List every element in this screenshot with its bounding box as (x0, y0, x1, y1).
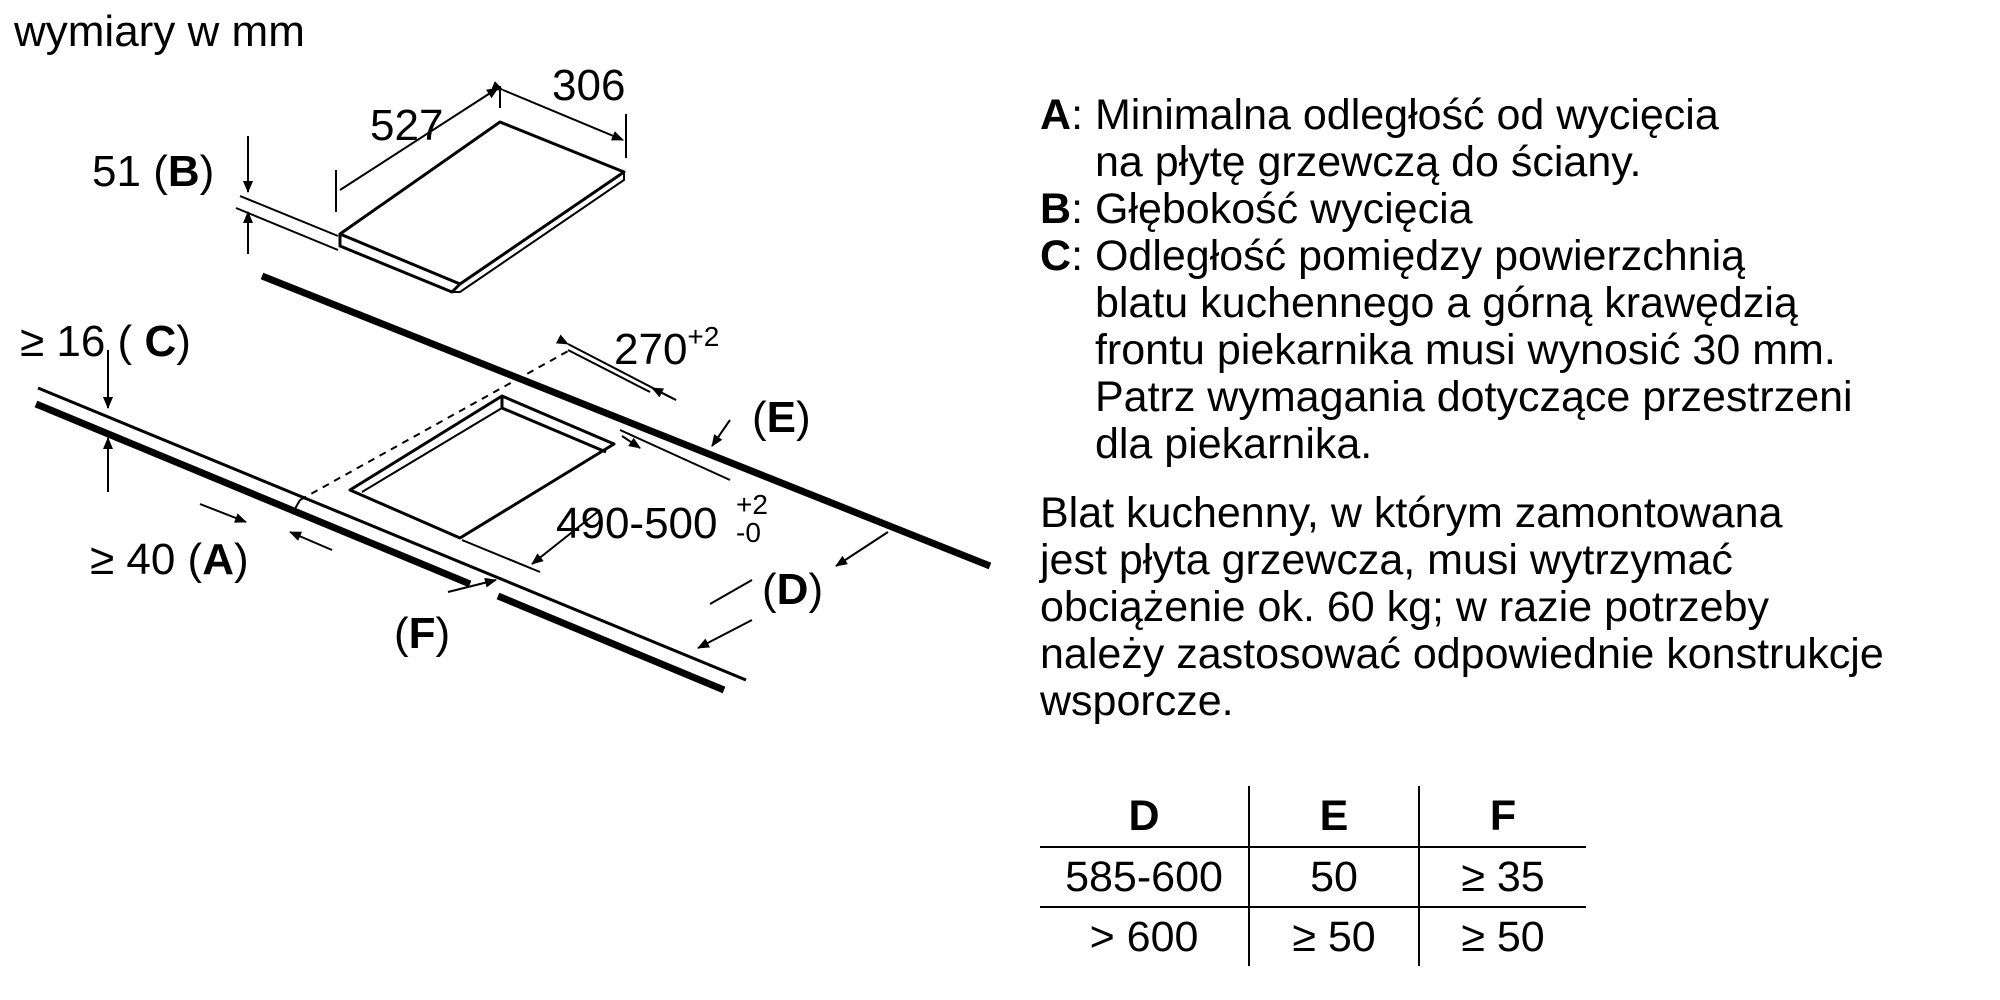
load-note: Blat kuchenny, w którym zamontowana jest płyta grzewcza, musi wytrzymać obciążenie ok. 60 kg; w razie potrzeby należy zastosować odpowiednie konstrukcje wsporcze. (1040, 489, 1884, 725)
e-label: (E) (752, 393, 811, 442)
table-header-d: D (1040, 786, 1249, 847)
table-cell: ≥ 50 (1419, 907, 1586, 966)
dimensions-table (1040, 786, 1586, 966)
table-header-e: E (1249, 786, 1419, 847)
table-row (1040, 847, 1586, 907)
table-header-row (1040, 786, 1586, 847)
table-cell: ≥ 35 (1419, 847, 1586, 907)
d-label: (D) (762, 565, 824, 614)
table-cell: 585-600 (1040, 847, 1249, 907)
cutout-length-label: 490-500 +2 -0 (556, 489, 768, 548)
legend-separator: : (1071, 232, 1095, 280)
table-cell: > 600 (1040, 907, 1249, 966)
depth-label: 51 (B) (92, 147, 215, 196)
length-label: 527 (370, 101, 444, 150)
legend-item-b (1040, 186, 1980, 233)
table-row (1040, 907, 1586, 966)
width-label: 306 (552, 61, 626, 110)
legend-key: C (1040, 232, 1072, 280)
legend-item-c (1040, 233, 1980, 468)
legend-item-a (1040, 92, 1980, 186)
legend (1040, 92, 1980, 468)
min-a-label: ≥ 40 (A) (90, 535, 249, 584)
f-label: (F) (394, 609, 451, 658)
table-cell: ≥ 50 (1249, 907, 1419, 966)
legend-text: Minimalna odległość od wycięcia na płytę grzewczą do ściany. (1094, 91, 1719, 186)
installation-diagram (0, 0, 1010, 760)
legend-key: B (1040, 185, 1072, 233)
units-label: wymiary w mm (14, 7, 305, 56)
legend-key: A (1040, 91, 1072, 139)
legend-separator: : (1071, 91, 1095, 139)
legend-text: Odległość pomiędzy powierzchnią blatu kuchennego a górną krawędzią frontu piekarnika musi wynosić 30 mm. Patrz wymagania dotyczące przestrzeni dla piekarnika. (1094, 232, 1853, 468)
cutout-width-label: $270^{+2}$ (614, 321, 720, 374)
min-c-label: ≥ 16 ( C) (20, 317, 191, 366)
table-header-f: F (1489, 791, 1517, 840)
legend-separator: : (1071, 185, 1095, 233)
legend-text: Głębokość wycięcia (1094, 185, 1473, 233)
table-cell: 50 (1249, 847, 1419, 907)
